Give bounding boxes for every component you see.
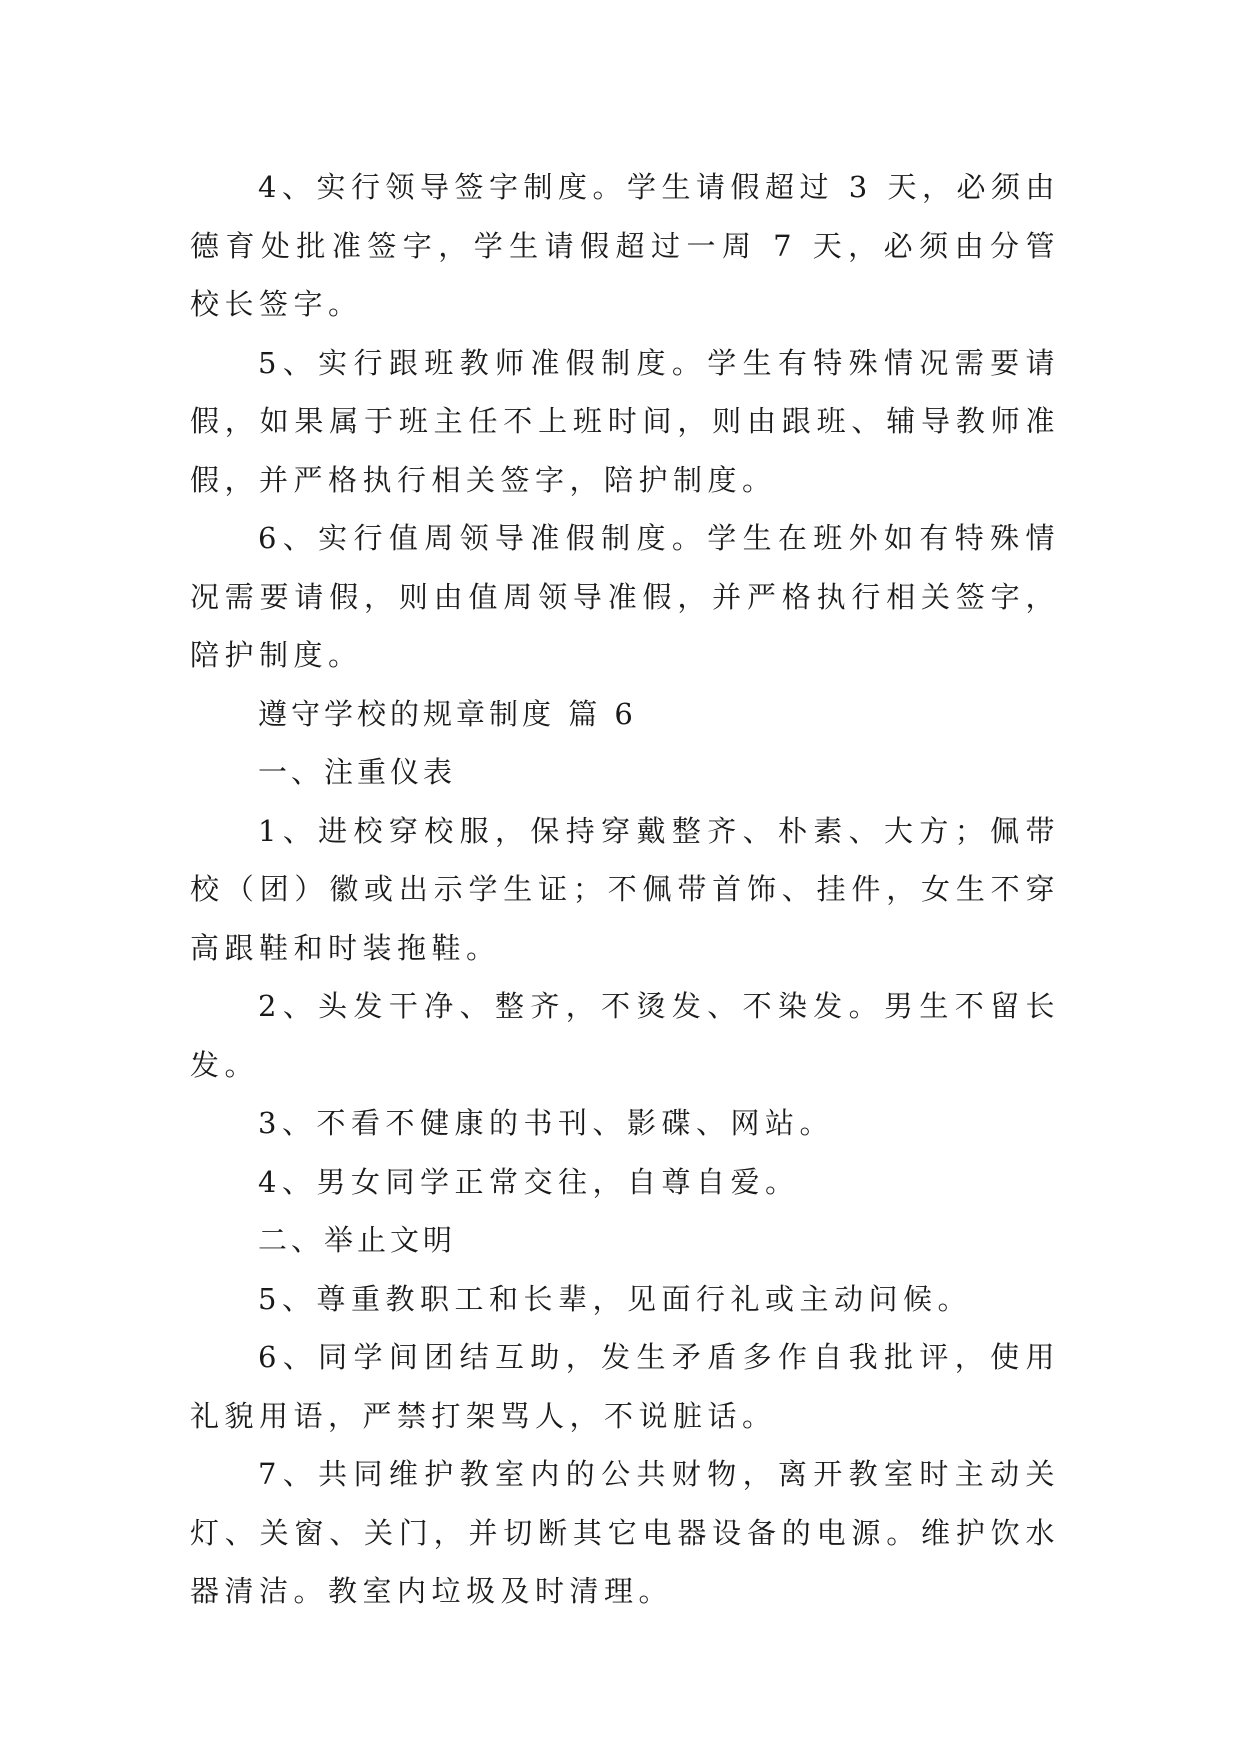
subsection-heading-appearance: 一、注重仪表	[258, 755, 457, 789]
paragraph-leave-rule-4: 4、实行领导签字制度。学生请假超过 3 天，必须由德育处批准签字，学生请假超过一周 7 天，必须由分管校长签字。	[190, 170, 1060, 321]
paragraph-item-5: 5、尊重教职工和长辈，见面行礼或主动问候。	[258, 1281, 972, 1316]
document-page	[190, 158, 1060, 1621]
paragraph-item-3: 3、不看不健康的书刊、影碟、网站。	[258, 1106, 834, 1140]
paragraph-item-1: 1、进校穿校服，保持穿戴整齐、朴素、大方；佩带校（团）徽或出示学生证；不佩带首饰、挂件，女生不穿高跟鞋和时装拖鞋。	[190, 813, 1060, 965]
paragraph-item-6: 6、同学间团结互助，发生矛盾多作自我批评，使用礼貌用语，严禁打架骂人，不说脏话。	[190, 1340, 1060, 1433]
paragraph-item-2: 2、头发干净、整齐，不烫发、不染发。男生不留长发。	[190, 989, 1060, 1082]
paragraph-item-4: 4、男女同学正常交往，自尊自爱。	[258, 1164, 800, 1199]
subsection-heading-behavior: 二、举止文明	[258, 1223, 457, 1257]
section-title: 遵守学校的规章制度 篇 6	[258, 696, 637, 731]
paragraph-item-7: 7、共同维护教室内的公共财物，离开教室时主动关灯、关窗、关门，并切断其它电器设备的电源。维护饮水器清洁。教室内垃圾及时清理。	[190, 1457, 1060, 1608]
paragraph-leave-rule-5: 5、实行跟班教师准假制度。学生有特殊情况需要请假，如果属于班主任不上班时间，则由跟班、辅导教师准假，并严格执行相关签字，陪护制度。	[190, 345, 1060, 497]
paragraph-leave-rule-6: 6、实行值周领导准假制度。学生在班外如有特殊情况需要请假，则由值周领导准假，并严格执行相关签字，陪护制度。	[190, 521, 1060, 672]
